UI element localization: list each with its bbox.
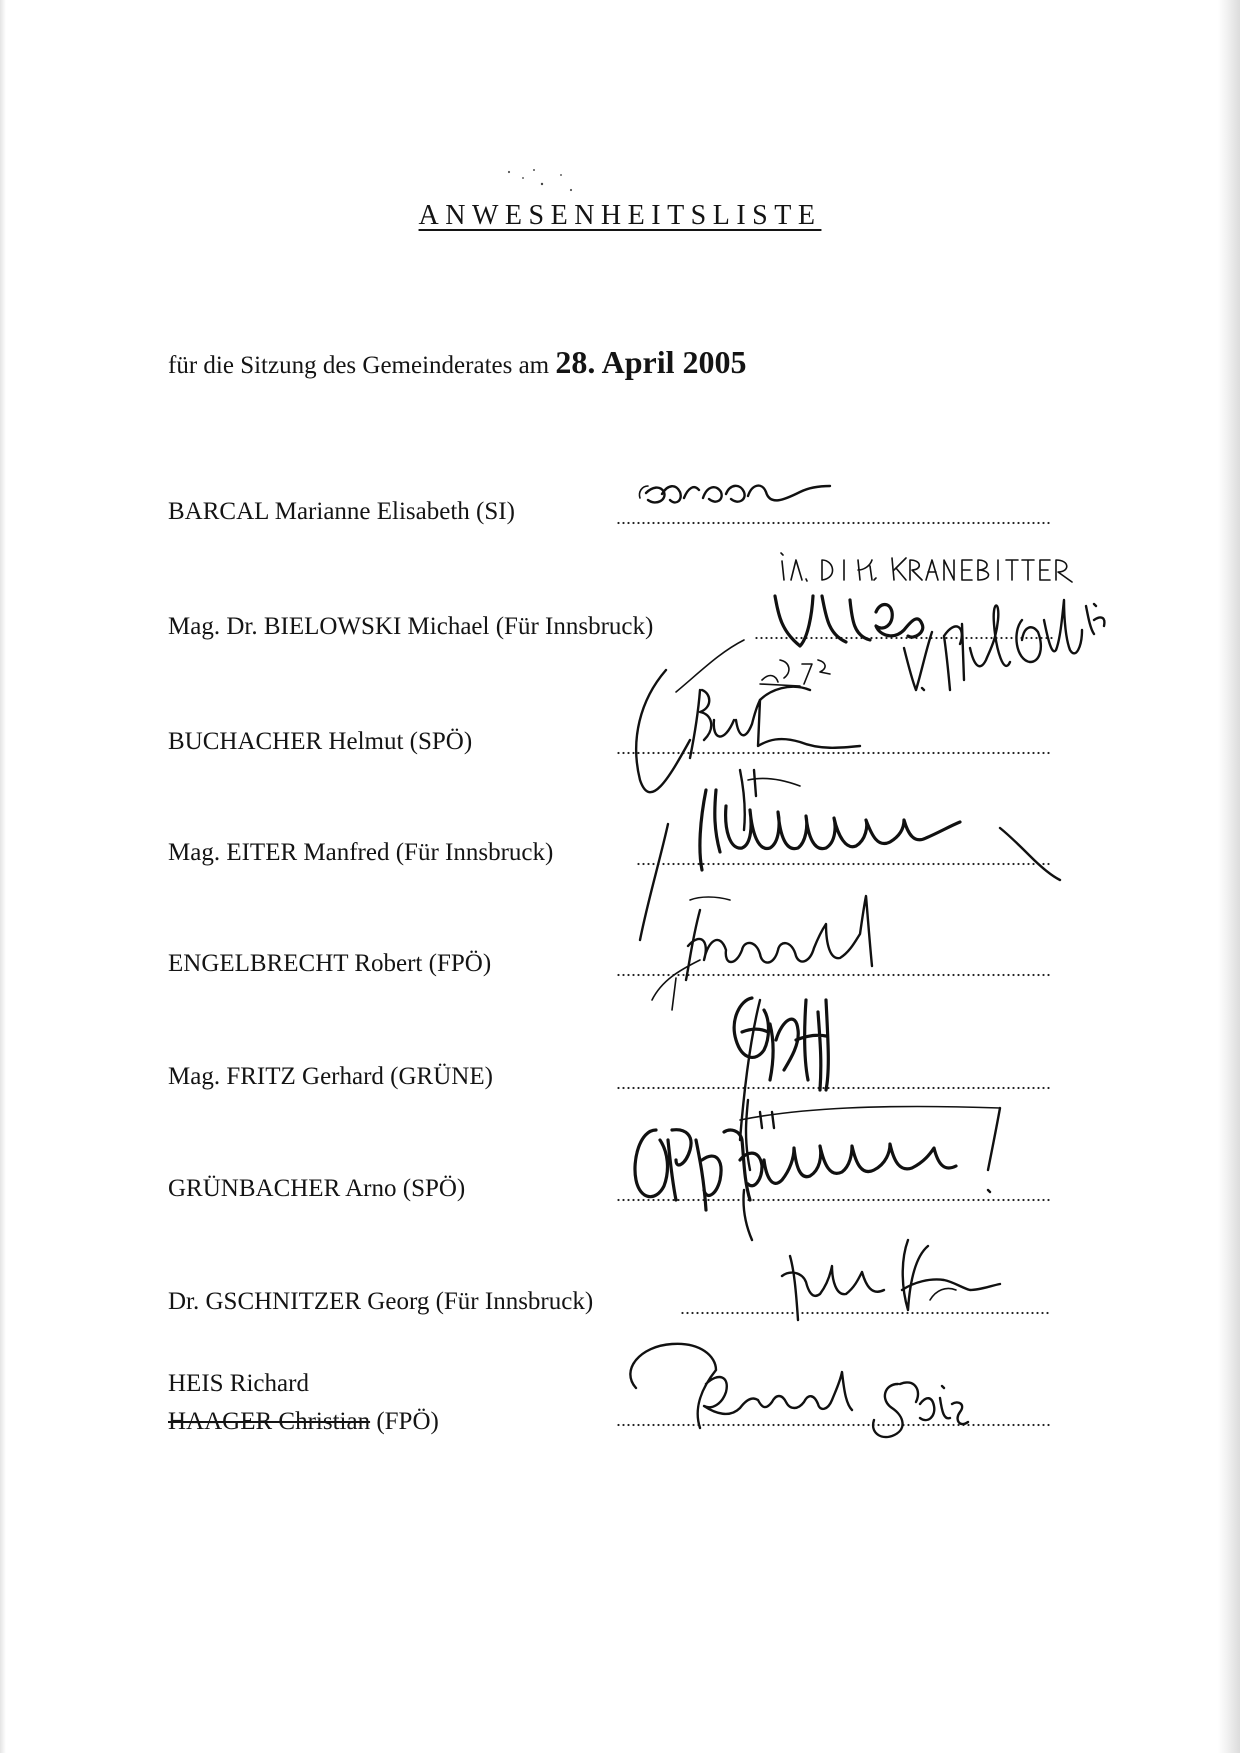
attendee-row [168,613,653,641]
signature-bielowski [676,596,1104,692]
scan-specks [505,166,595,196]
attendee-row [168,498,515,526]
attendee-row [168,950,491,978]
signature-line [616,1198,1052,1202]
signature-line [754,636,1054,640]
attendee-name: Mag. FRITZ Gerhard (GRÜNE) [168,1063,493,1090]
attendee-row [168,1175,465,1203]
attendee-name: BUCHACHER Helmut (SPÖ) [168,728,473,755]
attendee-row [168,1288,593,1316]
attendee-party: (FPÖ) [376,1408,439,1435]
signature-line [616,973,1052,977]
attendee-name-current: HEIS Richard [168,1370,309,1397]
attendee-row [168,1365,439,1441]
attendee-row [168,839,553,867]
signature-line [616,1423,1052,1427]
attendee-row [168,728,472,756]
scan-edge-left [0,0,6,1753]
attendee-row [168,1063,493,1091]
attendee-name: Dr. GSCHNITZER Georg (Für Innsbruck) [168,1288,594,1315]
signature-barcal [639,486,830,503]
signature-engelbrecht [652,896,872,1010]
signature-line [636,862,1052,866]
signature-line [616,751,1052,755]
signature-line [616,1086,1052,1090]
subtitle-prefix: für die Sitzung des Gemeinderates am [168,352,550,379]
attendee-name: GRÜNBACHER Arno (SPÖ) [168,1175,466,1202]
attendee-name-struck: HAAGER Christian [168,1408,371,1435]
signature-fritz [734,998,828,1170]
meeting-subtitle [168,344,747,381]
signature-gschnitzer [782,1240,1000,1320]
attendee-name: BARCAL Marianne Elisabeth (SI) [168,498,515,525]
page-title: ANWESENHEITSLISTE [418,200,822,231]
signature-bielowski-annotation [781,553,1072,582]
signature-line [680,1311,1050,1315]
signature-eiter [640,770,1060,940]
signature-line [616,521,1052,525]
attendee-name: Mag. Dr. BIELOWSKI Michael (Für Innsbruck) [168,613,654,640]
scan-edge-right [1218,0,1240,1753]
signature-buchacher [636,670,860,792]
meeting-date: 28. April 2005 [555,344,747,380]
attendee-name: ENGELBRECHT Robert (FPÖ) [168,950,492,977]
attendee-name: Mag. EITER Manfred (Für Innsbruck) [168,839,554,866]
signature-gruenbacher [635,1107,1000,1241]
